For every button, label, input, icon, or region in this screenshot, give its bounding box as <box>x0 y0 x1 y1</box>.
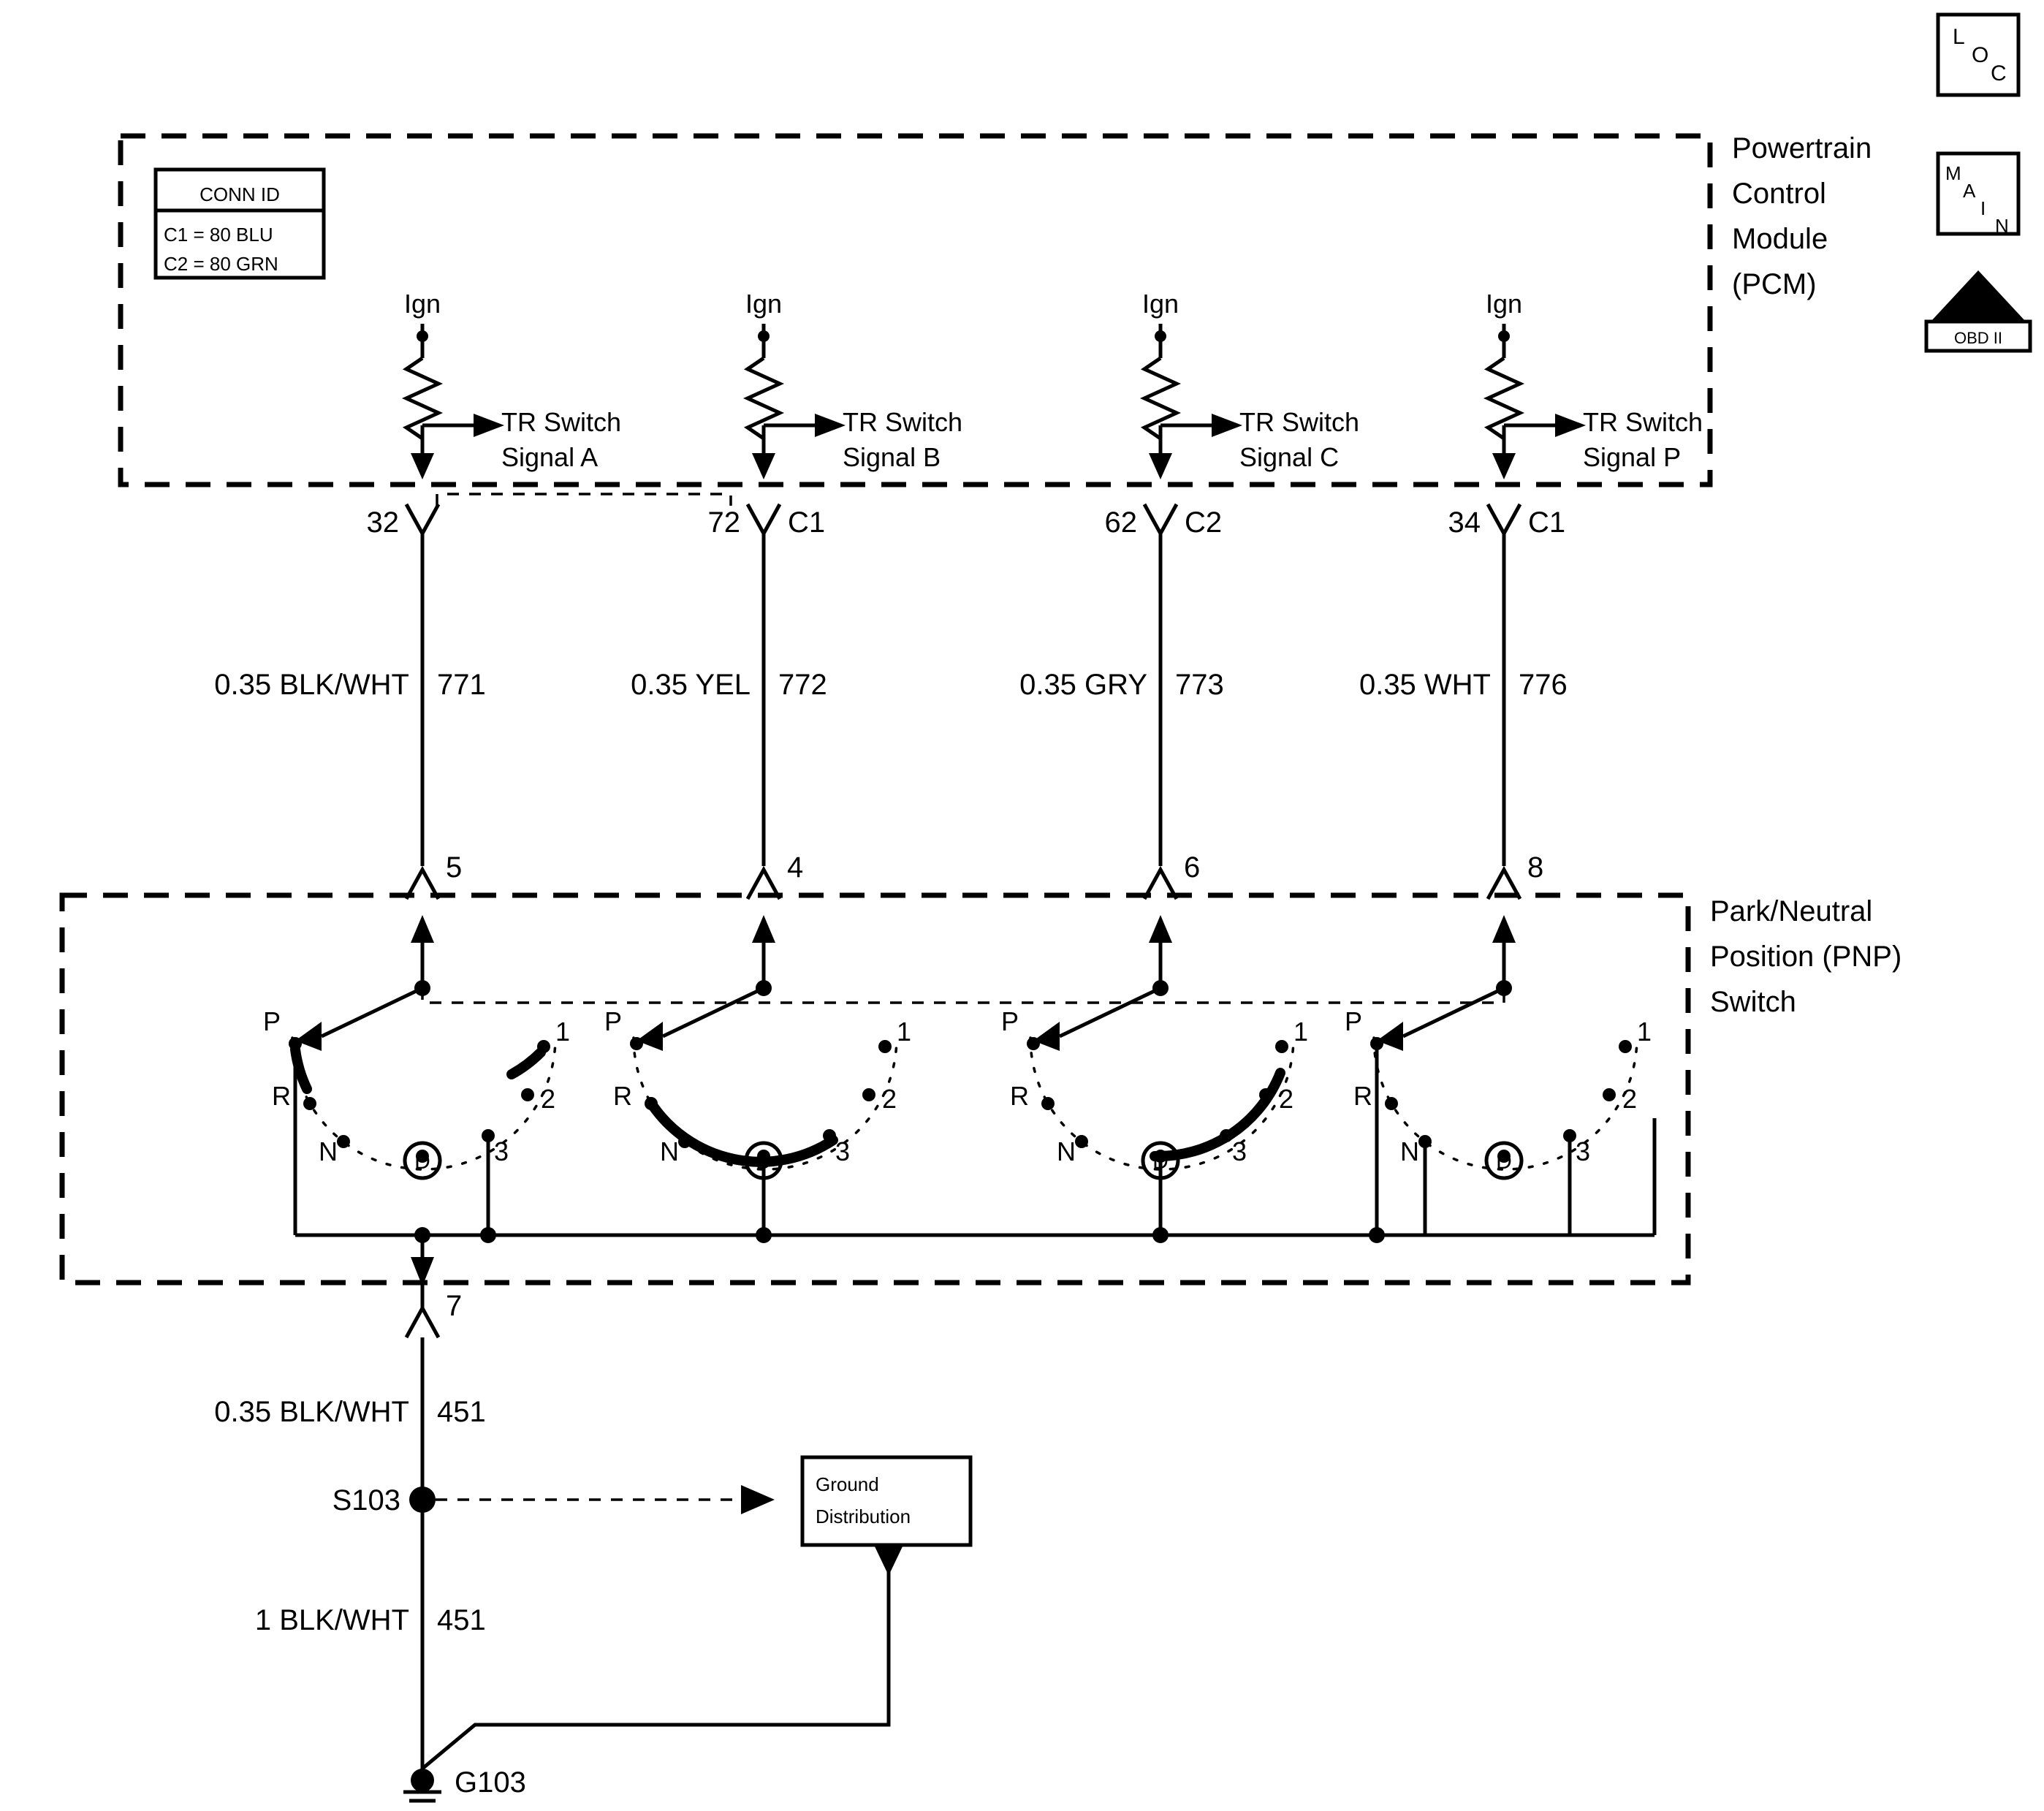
tr-switch-signal-C-line-1: Signal C <box>1239 442 1340 472</box>
pnp-b-pos-D: D <box>756 1150 772 1174</box>
pcm-pin-72-conn: C1 <box>788 506 826 539</box>
pnp-pin-4-label: 4 <box>787 851 804 884</box>
pcm-label-line-0: Powertrain <box>1732 132 1872 164</box>
ground-point-g103 <box>403 1754 526 1801</box>
pnp-p-pos-R: R <box>1353 1081 1372 1111</box>
pcm-input-A <box>404 289 621 479</box>
splice-s103-label: S103 <box>332 1484 400 1516</box>
pcm-pin-32-label: 32 <box>366 506 399 539</box>
loc-icon <box>1938 15 2018 95</box>
pnp-switch-C[interactable] <box>1001 988 1308 1235</box>
pnp-a-pos-N: N <box>319 1136 338 1166</box>
loc-icon-letter-1: O <box>1972 43 1989 67</box>
ground-wire-number-1: 451 <box>437 1604 486 1636</box>
pnp-a-pos-R: R <box>272 1081 291 1111</box>
tr-switch-signal-B-line-1: Signal B <box>843 442 941 472</box>
pcm-label-line-2: Module <box>1732 223 1828 255</box>
pcm-pin-34-conn: C1 <box>1528 506 1566 539</box>
pcm-input-C <box>1142 289 1359 479</box>
pnp-pin-4 <box>748 851 803 899</box>
pnp-a-pos-2: 2 <box>541 1084 556 1114</box>
wire-spec-772: 0.35 YEL <box>631 669 751 701</box>
pnp-a-pos-P: P <box>262 1006 281 1036</box>
ground-distribution-line-0: Ground <box>816 1473 879 1495</box>
conn-id-row-1: C2 = 80 GRN <box>164 253 278 275</box>
pnp-wiper-arrows <box>411 915 1516 987</box>
conn-id-header: CONN ID <box>200 183 280 205</box>
pnp-b-pos-1: 1 <box>897 1017 912 1047</box>
ign-label-P: Ign <box>1485 289 1523 319</box>
pcm-pin-34-label: 34 <box>1448 506 1481 539</box>
pnp-b-pos-3: 3 <box>835 1136 851 1166</box>
pnp-c-pos-2: 2 <box>1279 1084 1294 1114</box>
conn-id-row-0: C1 = 80 BLU <box>164 224 273 246</box>
ign-label-C: Ign <box>1141 289 1179 319</box>
pnp-pin-5-label: 5 <box>446 851 463 884</box>
pcm-label-line-3: (PCM) <box>1732 268 1817 300</box>
pcm-pin-62-conn: C2 <box>1185 506 1223 539</box>
pcm-pin-62-label: 62 <box>1104 506 1137 539</box>
tr-switch-signal-A-line-1: Signal A <box>501 442 599 472</box>
pnp-pin-6 <box>1144 851 1200 899</box>
obd-ii-icon-caption: OBD II <box>1953 329 2003 347</box>
pcm-pin-72-label: 72 <box>707 506 740 539</box>
pnp-label-line-0: Park/Neutral <box>1710 895 1873 927</box>
ign-label-B: Ign <box>745 289 783 319</box>
loc-icon-letter-0: L <box>1953 25 1965 49</box>
pnp-p-pos-1: 1 <box>1637 1017 1652 1047</box>
pnp-b-pos-N: N <box>660 1136 679 1166</box>
pnp-label-line-2: Switch <box>1710 986 1796 1018</box>
pnp-a-pos-D: D <box>414 1150 430 1174</box>
pnp-c-pos-P: P <box>1000 1006 1019 1036</box>
pnp-b-pos-P: P <box>604 1006 622 1036</box>
tr-switch-signal-C-line-0: TR Switch <box>1239 407 1360 437</box>
loc-icon-letter-2: C <box>1991 61 2007 86</box>
wire-number-773: 773 <box>1175 669 1224 701</box>
pnp-c-pos-D: D <box>1152 1150 1169 1174</box>
main-icon <box>1938 153 2018 237</box>
pnp-a-pos-1: 1 <box>555 1017 571 1047</box>
ign-label-A: Ign <box>403 289 441 319</box>
pnp-a-pos-3: 3 <box>494 1136 509 1166</box>
pcm-input-B <box>745 289 962 479</box>
ground-wire-spec-1: 1 BLK/WHT <box>254 1604 409 1636</box>
main-icon-letter-0: M <box>1945 162 1961 184</box>
tr-switch-signal-P-line-0: TR Switch <box>1583 407 1703 437</box>
pnp-label-line-1: Position (PNP) <box>1710 941 1902 973</box>
pnp-c-pos-1: 1 <box>1293 1017 1309 1047</box>
pnp-c-pos-3: 3 <box>1232 1136 1247 1166</box>
tr-switch-signal-A-line-0: TR Switch <box>501 407 622 437</box>
main-icon-letter-1: A <box>1963 180 1976 202</box>
splice-s103 <box>333 1484 775 1516</box>
obd-ii-icon-roman: II <box>1972 297 1985 321</box>
pnp-switch-P[interactable] <box>1345 988 1652 1235</box>
pnp-ground-pin-7-label: 7 <box>446 1290 463 1322</box>
wire-spec-773: 0.35 GRY <box>1019 669 1147 701</box>
ground-point-g103-label: G103 <box>455 1766 526 1799</box>
pnp-pin-8 <box>1488 851 1543 899</box>
pnp-p-pos-3: 3 <box>1576 1136 1591 1166</box>
pnp-p-pos-P: P <box>1344 1006 1362 1036</box>
pnp-ground-pin-7 <box>406 1290 462 1769</box>
tr-switch-signal-B-line-0: TR Switch <box>843 407 963 437</box>
pcm-label-line-1: Control <box>1732 178 1826 210</box>
pcm-input-P <box>1486 289 1703 479</box>
wire-spec-776: 0.35 WHT <box>1359 669 1491 701</box>
pnp-pin-5 <box>406 851 462 899</box>
pnp-b-pos-2: 2 <box>882 1084 897 1114</box>
pnp-p-pos-2: 2 <box>1622 1084 1638 1114</box>
wire-number-772: 772 <box>778 669 827 701</box>
ground-wire-number-0: 451 <box>437 1396 486 1428</box>
wire-number-776: 776 <box>1519 669 1568 701</box>
ground-distribution-box[interactable] <box>802 1457 970 1545</box>
pnp-switch-A[interactable] <box>263 988 570 1235</box>
main-icon-letter-2: I <box>1980 197 1986 219</box>
ground-distribution-line-1: Distribution <box>816 1506 911 1527</box>
tr-switch-signal-P-line-1: Signal P <box>1583 442 1682 472</box>
pnp-b-pos-R: R <box>613 1081 632 1111</box>
wire-spec-771: 0.35 BLK/WHT <box>214 669 409 701</box>
ground-wire-spec-0: 0.35 BLK/WHT <box>214 1396 409 1428</box>
pnp-switch-B[interactable] <box>604 988 911 1235</box>
pnp-pin-6-label: 6 <box>1184 851 1201 884</box>
pnp-p-pos-N: N <box>1400 1136 1419 1166</box>
pnp-c-pos-R: R <box>1010 1081 1029 1111</box>
wire-number-771: 771 <box>437 669 486 701</box>
ground-distribution-pointer <box>422 1545 903 1769</box>
main-icon-letter-3: N <box>1995 215 2009 237</box>
pnp-p-pos-D: D <box>1496 1150 1512 1174</box>
pnp-pin-8-label: 8 <box>1527 851 1544 884</box>
pnp-c-pos-N: N <box>1057 1136 1076 1166</box>
obd-ii-icon <box>1926 270 2030 351</box>
